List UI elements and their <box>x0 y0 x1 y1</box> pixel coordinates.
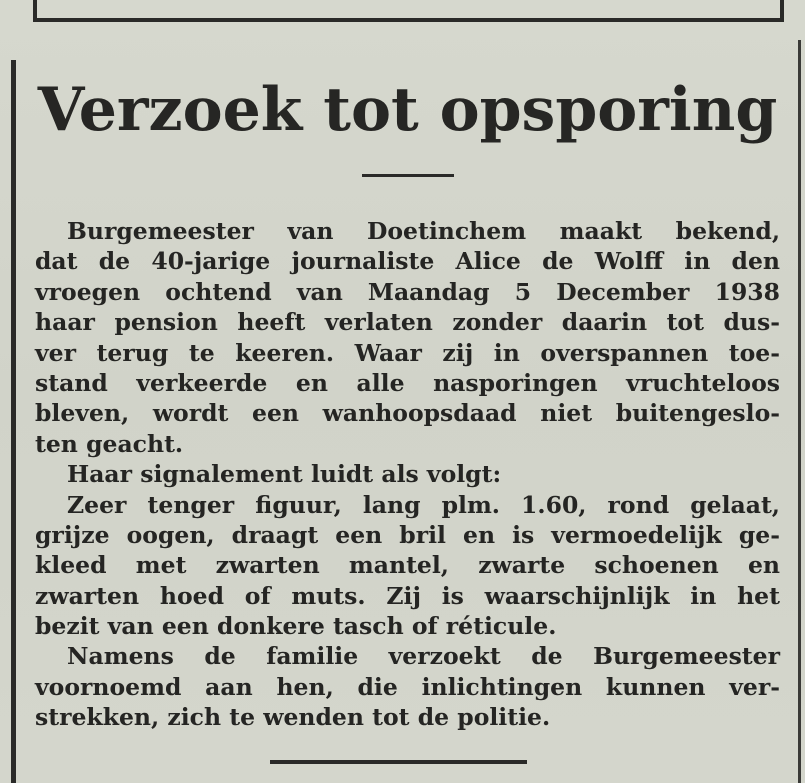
article-line: haar pension heeft verlaten zonder daarin tot dus- <box>35 308 780 337</box>
article-line: stand verkeerde en alle nasporingen vruchteloos <box>35 368 780 397</box>
left-column-rule <box>11 60 16 783</box>
article-line: dat de 40-jarige journaliste Alice de Wolff in den <box>35 247 780 276</box>
article-line: Zeer tenger figuur, lang plm. 1.60, rond gelaat, <box>67 490 780 519</box>
article-line: ver terug te keeren. Waar zij in overspannen toe- <box>35 338 780 367</box>
article-line: strekken, zich te wenden tot de politie. <box>35 703 551 732</box>
article-title: Verzoek tot opsporing <box>37 75 778 145</box>
article-body <box>35 216 780 733</box>
article-line: bezit van een donkere tasch of réticule. <box>35 612 557 641</box>
article-line: bleven, wordt een wanhoopsdaad niet buitengeslo- <box>35 399 780 428</box>
article-line: grijze oogen, draagt een bril en is vermoedelijk ge- <box>35 520 780 549</box>
article-line: vroegen ochtend van Maandag 5 December 1938 <box>35 277 780 306</box>
article-line: Burgemeester van Doetinchem maakt bekend, <box>67 217 780 245</box>
bottom-divider <box>270 760 527 764</box>
article-line: Namens de familie verzoekt de Burgemeester <box>67 642 780 671</box>
article-line: Haar signalement luidt als volgt: <box>67 460 502 489</box>
title-divider <box>362 174 454 177</box>
article-line: voornoemd aan hen, die inlichtingen kunnen ver- <box>35 672 780 701</box>
article-line: ten geacht. <box>35 429 184 458</box>
article-line: zwarten hoed of muts. Zij is waarschijnlijk in het <box>35 581 780 610</box>
right-column-rule <box>798 40 801 783</box>
previous-article-border <box>33 0 784 22</box>
article-line: kleed met zwarten mantel, zwarte schoenen en <box>35 551 780 580</box>
